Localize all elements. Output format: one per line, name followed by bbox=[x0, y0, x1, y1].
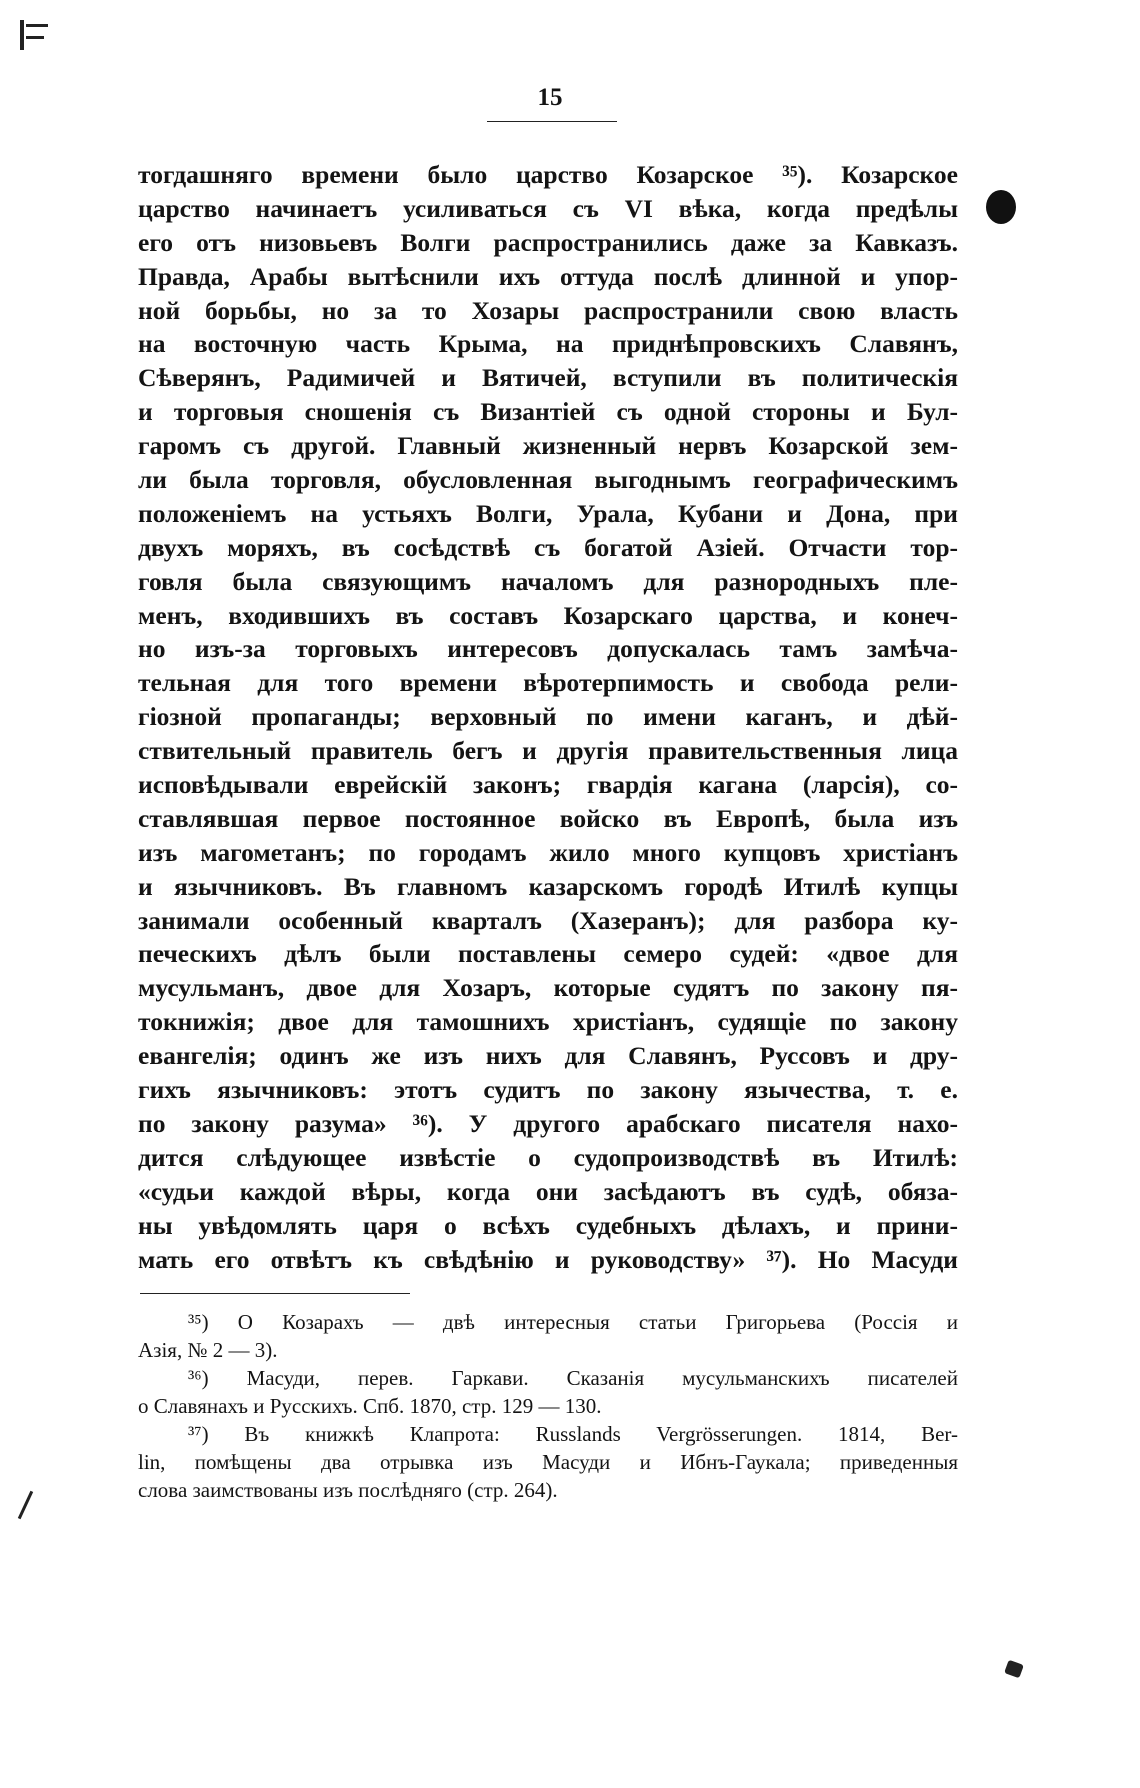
text-line: дится слѣдующее извѣстіе о судопроизводствѣ въ Итилѣ: bbox=[138, 1142, 958, 1172]
text-line: гаромъ съ другой. Главный жизненный нервъ Козарской зем- bbox=[138, 431, 958, 461]
footnote-line: слова заимствованы изъ послѣдняго (стр. 264). bbox=[138, 1478, 558, 1502]
footnote-36 bbox=[138, 1364, 958, 1420]
page-number: 15 bbox=[537, 84, 563, 111]
margin-mark-top bbox=[26, 24, 48, 27]
text-line: двухъ моряхъ, въ сосѣдствѣ съ богатой Азіей. Отчасти тор- bbox=[138, 532, 958, 562]
footnote-rule bbox=[140, 1293, 410, 1294]
text-line: ны увѣдомлять царя о всѣхъ судебныхъ дѣлахъ, и прини- bbox=[138, 1210, 958, 1240]
footnote-line: ³⁷) Въ книжкѣ Клапрота: Russlands Vergrösserungen. 1814, Ber- bbox=[188, 1422, 958, 1446]
footnote-line: lin, помѣщены два отрывка изъ Масуди и Ибнъ-Гаукала; приведенныя bbox=[138, 1450, 958, 1474]
margin-mark-left bbox=[18, 1491, 33, 1519]
text-line: исповѣдывали еврейскій законъ; гвардія кагана (ларсія), со- bbox=[138, 770, 958, 800]
text-line: и язычниковъ. Въ главномъ казарскомъ городѣ Итилѣ купцы bbox=[138, 871, 958, 901]
text-line: печескихъ дѣлъ были поставлены семеро судей: «двое для bbox=[138, 939, 958, 969]
text-line: мусульманъ, двое для Хозаръ, которые судятъ по закону пя- bbox=[138, 973, 958, 1003]
footnote-line: о Славянахъ и Русскихъ. Спб. 1870, стр. 129 — 130. bbox=[138, 1394, 602, 1418]
footnote-35 bbox=[138, 1308, 958, 1364]
ink-dot bbox=[986, 190, 1016, 224]
text-line: на восточную часть Крыма, на приднѣпровскихъ Славянъ, bbox=[138, 329, 958, 359]
text-line: но изъ-за торговыхъ интересовъ допускалась тамъ замѣча- bbox=[138, 634, 958, 664]
footnote-line: Азія, № 2 — 3). bbox=[138, 1338, 278, 1362]
text-line: Сѣверянъ, Радимичей и Вятичей, вступили въ политическія bbox=[138, 363, 958, 393]
main-text bbox=[138, 158, 958, 1276]
text-line: тельная для того времени вѣротерпимость и свобода рели- bbox=[138, 668, 958, 698]
text-line: токнижія; двое для тамошнихъ христіанъ, судящіе по закону bbox=[138, 1007, 958, 1037]
text-line: менъ, входившихъ въ составъ Козарскаго царства, и конеч- bbox=[138, 600, 958, 630]
text-line: «судьи каждой вѣры, когда они засѣдаютъ въ судѣ, обяза- bbox=[138, 1176, 958, 1206]
margin-mark-top bbox=[20, 20, 24, 50]
text-line: гіозной пропаганды; верховный по имени каганъ, и дѣй- bbox=[138, 702, 958, 732]
text-line: его отъ низовьевъ Волги распространились даже за Кавказъ. bbox=[138, 227, 958, 257]
text-line: мать его отвѣтъ къ свѣдѣнію и руководству» ³⁷). Но Масуди bbox=[138, 1244, 958, 1274]
margin-mark-top bbox=[26, 36, 44, 39]
text-line: и торговыя сношенія съ Византіей съ одной стороны и Бул- bbox=[138, 397, 958, 427]
text-line: положеніемъ на устьяхъ Волги, Урала, Кубани и Дона, при bbox=[138, 498, 958, 528]
margin-mark-bottom bbox=[1004, 1660, 1024, 1679]
text-line: ной борьбы, но за то Хозары распространили свою власть bbox=[138, 295, 958, 325]
footnotes bbox=[138, 1308, 958, 1504]
text-line: гихъ язычниковъ: этотъ судитъ по закону язычества, т. е. bbox=[138, 1075, 958, 1105]
text-line: тогдашняго времени было царство Козарское ³⁵). Козарское bbox=[138, 160, 958, 189]
text-line: Правда, Арабы вытѣснили ихъ оттуда послѣ длинной и упор- bbox=[138, 261, 958, 291]
text-line: говля была связующимъ началомъ для разнородныхъ пле- bbox=[138, 566, 958, 596]
text-line: ставлявшая первое постоянное войско въ Европѣ, была изъ bbox=[138, 803, 958, 833]
text-line: евангелія; одинъ же изъ нихъ для Славянъ, Руссовъ и дру- bbox=[138, 1041, 958, 1071]
footnote-line: ³⁵) О Козарахъ — двѣ интересныя статьи Григорьева (Россія и bbox=[188, 1310, 958, 1334]
header-rule bbox=[487, 121, 617, 122]
footnote-line: ³⁶) Масуди, перев. Гаркави. Сказанія мусульманскихъ писателей bbox=[188, 1366, 958, 1390]
text-line: по закону разума» ³⁶). У другого арабскаго писателя нахо- bbox=[138, 1108, 958, 1138]
text-line: изъ магометанъ; по городамъ жило много купцовъ христіанъ bbox=[138, 837, 958, 867]
text-line: ствительный правитель бегъ и другія правительственныя лица bbox=[138, 736, 958, 766]
footnote-37 bbox=[138, 1420, 958, 1504]
text-line: ли была торговля, обусловленная выгоднымъ географическимъ bbox=[138, 465, 958, 495]
text-line: занимали особенный кварталъ (Хазеранъ); для разбора ку- bbox=[138, 905, 958, 935]
text-line: царство начинаетъ усиливаться съ VI вѣка, когда предѣлы bbox=[138, 193, 958, 223]
